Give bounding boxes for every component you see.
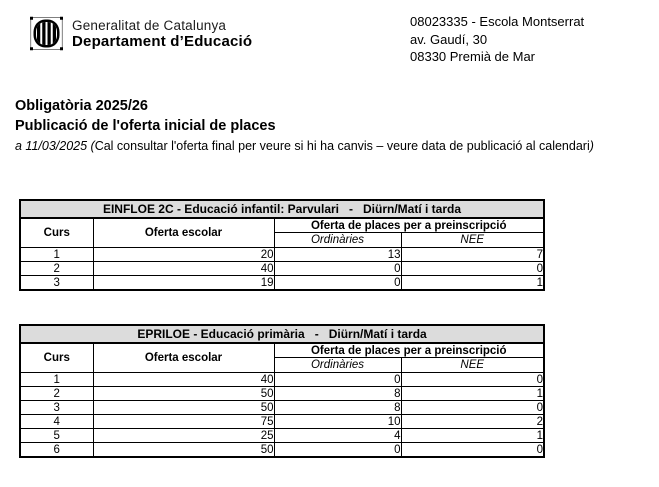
nee-cell: 7 (401, 248, 544, 262)
oferta-escolar-cell: 20 (93, 248, 274, 262)
table-title-row (20, 325, 544, 343)
curs-cell: 1 (20, 248, 93, 262)
table-row (20, 276, 544, 291)
school-city: 08330 Premià de Mar (410, 49, 536, 64)
nee-cell: 1 (401, 387, 544, 401)
header-preinscripcio: Oferta de places per a preinscripció (274, 343, 544, 358)
table-title-row (20, 200, 544, 218)
curs-cell: 3 (20, 276, 93, 291)
oferta-escolar-cell: 50 (93, 401, 274, 415)
header-ordinaries: Ordinàries (274, 358, 401, 373)
header-nee: NEE (401, 358, 544, 373)
ordinaries-cell: 8 (274, 401, 401, 415)
org-line-1: Generalitat de Catalunya (72, 18, 227, 33)
curs-cell: 1 (20, 373, 93, 387)
curs-cell: 2 (20, 262, 93, 276)
table-einfloe-infantil (19, 199, 545, 291)
ordinaries-cell: 4 (274, 429, 401, 443)
table-row (20, 373, 544, 387)
header-curs: Curs (20, 218, 93, 248)
generalitat-logo-icon (30, 15, 63, 52)
table-row (20, 415, 544, 429)
oferta-escolar-cell: 40 (93, 373, 274, 387)
note-date: a 11/03/2025 ( (15, 139, 95, 153)
oferta-escolar-cell: 40 (93, 262, 274, 276)
header-preinscripcio: Oferta de places per a preinscripció (274, 218, 544, 233)
letterhead (30, 15, 252, 52)
doc-note (15, 138, 655, 154)
curs-cell: 3 (20, 401, 93, 415)
table-row (20, 443, 544, 458)
table-row (20, 429, 544, 443)
nee-cell: 0 (401, 401, 544, 415)
oferta-escolar-cell: 19 (93, 276, 274, 291)
curs-cell: 5 (20, 429, 93, 443)
table-row (20, 387, 544, 401)
header-ordinaries: Ordinàries (274, 233, 401, 248)
nee-cell: 0 (401, 373, 544, 387)
nee-cell: 1 (401, 429, 544, 443)
oferta-escolar-cell: 50 (93, 443, 274, 458)
oferta-escolar-cell: 25 (93, 429, 274, 443)
title-block (15, 97, 655, 154)
table-row (20, 401, 544, 415)
doc-title-line2: Publicació de l'oferta inicial de places (15, 117, 276, 134)
ordinaries-cell: 10 (274, 415, 401, 429)
curs-cell: 4 (20, 415, 93, 429)
ordinaries-cell: 13 (274, 248, 401, 262)
table-row (20, 248, 544, 262)
table-row (20, 262, 544, 276)
table-epriloe-primaria (19, 324, 545, 458)
ordinaries-cell: 0 (274, 443, 401, 458)
curs-cell: 6 (20, 443, 93, 458)
table-header-row (20, 218, 544, 233)
header-oferta-escolar: Oferta escolar (93, 343, 274, 373)
header-oferta-escolar: Oferta escolar (93, 218, 274, 248)
school-street: av. Gaudí, 30 (410, 31, 488, 47)
table-title: EINFLOE 2C - Educació infantil: Parvulari - Diürn/Matí i tarda (20, 200, 544, 218)
doc-title-line1: Obligatòria 2025/26 (15, 98, 148, 114)
school-code-name: 08023335 - Escola Montserrat (410, 14, 585, 29)
nee-cell: 0 (401, 443, 544, 458)
note-close: ) (589, 139, 594, 153)
oferta-escolar-cell: 75 (93, 415, 274, 429)
oferta-escolar-cell: 50 (93, 387, 274, 401)
header-curs: Curs (20, 343, 93, 373)
ordinaries-cell: 0 (274, 262, 401, 276)
nee-cell: 1 (401, 276, 544, 291)
org-name-block (72, 15, 252, 50)
ordinaries-cell: 0 (274, 276, 401, 291)
org-line-2: Departament d’Educació (72, 33, 253, 50)
table-header-row (20, 343, 544, 358)
ordinaries-cell: 0 (274, 373, 401, 387)
header-nee: NEE (401, 233, 544, 248)
ordinaries-cell: 8 (274, 387, 401, 401)
note-body: Cal consultar l'oferta final per veure si hi ha canvis – veure data de publicació al calendari (94, 139, 590, 153)
table-title: EPRILOE - Educació primària - Diürn/Matí i tarda (20, 325, 544, 343)
nee-cell: 0 (401, 262, 544, 276)
curs-cell: 2 (20, 387, 93, 401)
nee-cell: 2 (401, 415, 544, 429)
school-address-block (410, 13, 584, 66)
